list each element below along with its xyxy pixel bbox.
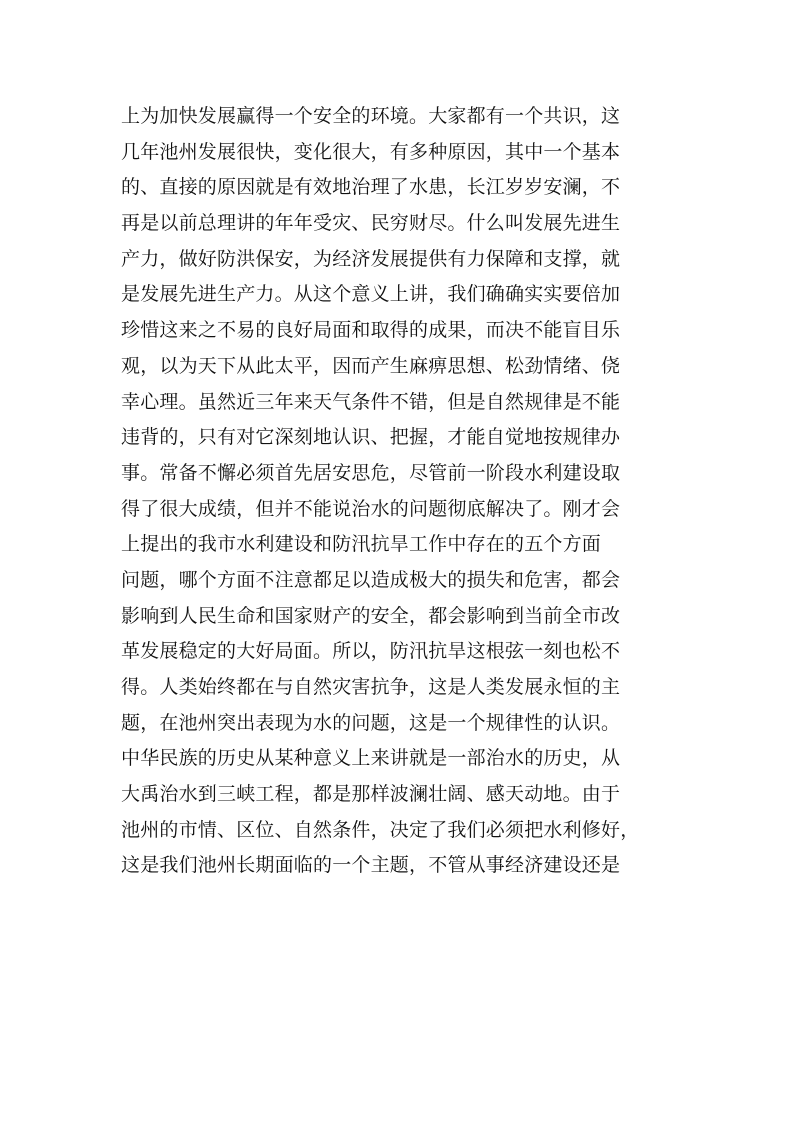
body-text bbox=[121, 99, 691, 884]
text-line: 上为加快发展赢得一个安全的环境。大家都有一个共识，这 bbox=[121, 105, 621, 127]
text-line: 观，以为天下从此太平，因而产生麻痹思想、松劲情绪、侥 bbox=[121, 354, 621, 377]
text-line: 池州的市情、区位、自然条件，决定了我们必须把水利修好， bbox=[121, 818, 640, 841]
text-line: 事。常备不懈必须首先居安思危，尽管前一阶段水利建设取 bbox=[121, 461, 621, 484]
text-line: 得。人类始终都在与自然灾害抗争，这是人类发展永恒的主 bbox=[121, 676, 621, 698]
text-line: 中华民族的历史从某种意义上来讲就是一部治水的历史，从 bbox=[121, 747, 621, 770]
text-line: 这是我们池州长期面临的一个主题，不管从事经济建设还是 bbox=[121, 854, 621, 877]
text-line: 大禹治水到三峡工程，都是那样波澜壮阔、感天动地。由于 bbox=[121, 783, 621, 806]
text-line: 题，在池州突出表现为水的问题，这是一个规律性的认识。 bbox=[121, 711, 621, 734]
text-line: 问题，哪个方面不注意都足以造成极大的损失和危害，都会 bbox=[121, 568, 621, 591]
text-line: 几年池州发展很快，变化很大，有多种原因，其中一个基本 bbox=[121, 140, 621, 163]
text-line: 的、直接的原因就是有效地治理了水患，长江岁岁安澜，不 bbox=[121, 176, 621, 199]
text-line: 影响到人民生命和国家财产的安全，都会影响到当前全市改 bbox=[121, 604, 621, 627]
text-line: 再是以前总理讲的年年受灾、民穷财尽。什么叫发展先进生 bbox=[121, 212, 621, 235]
text-line: 幸心理。虽然近三年来天气条件不错，但是自然规律是不能 bbox=[121, 390, 621, 413]
text-line: 得了很大成绩，但并不能说治水的问题彻底解决了。刚才会 bbox=[121, 497, 621, 520]
text-line: 上提出的我市水利建设和防汛抗旱工作中存在的五个方面 bbox=[121, 533, 602, 556]
text-line: 是发展先进生产力。从这个意义上讲，我们确确实实要倍加 bbox=[121, 283, 621, 306]
text-line: 珍惜这来之不易的良好局面和取得的成果，而决不能盲目乐 bbox=[121, 319, 621, 342]
text-line: 革发展稳定的大好局面。所以，防汛抗旱这根弦一刻也松不 bbox=[121, 640, 621, 663]
text-line: 违背的，只有对它深刻地认识、把握，才能自觉地按规律办 bbox=[121, 426, 621, 449]
text-line: 产力，做好防洪保安，为经济发展提供有力保障和支撑，就 bbox=[121, 247, 621, 270]
